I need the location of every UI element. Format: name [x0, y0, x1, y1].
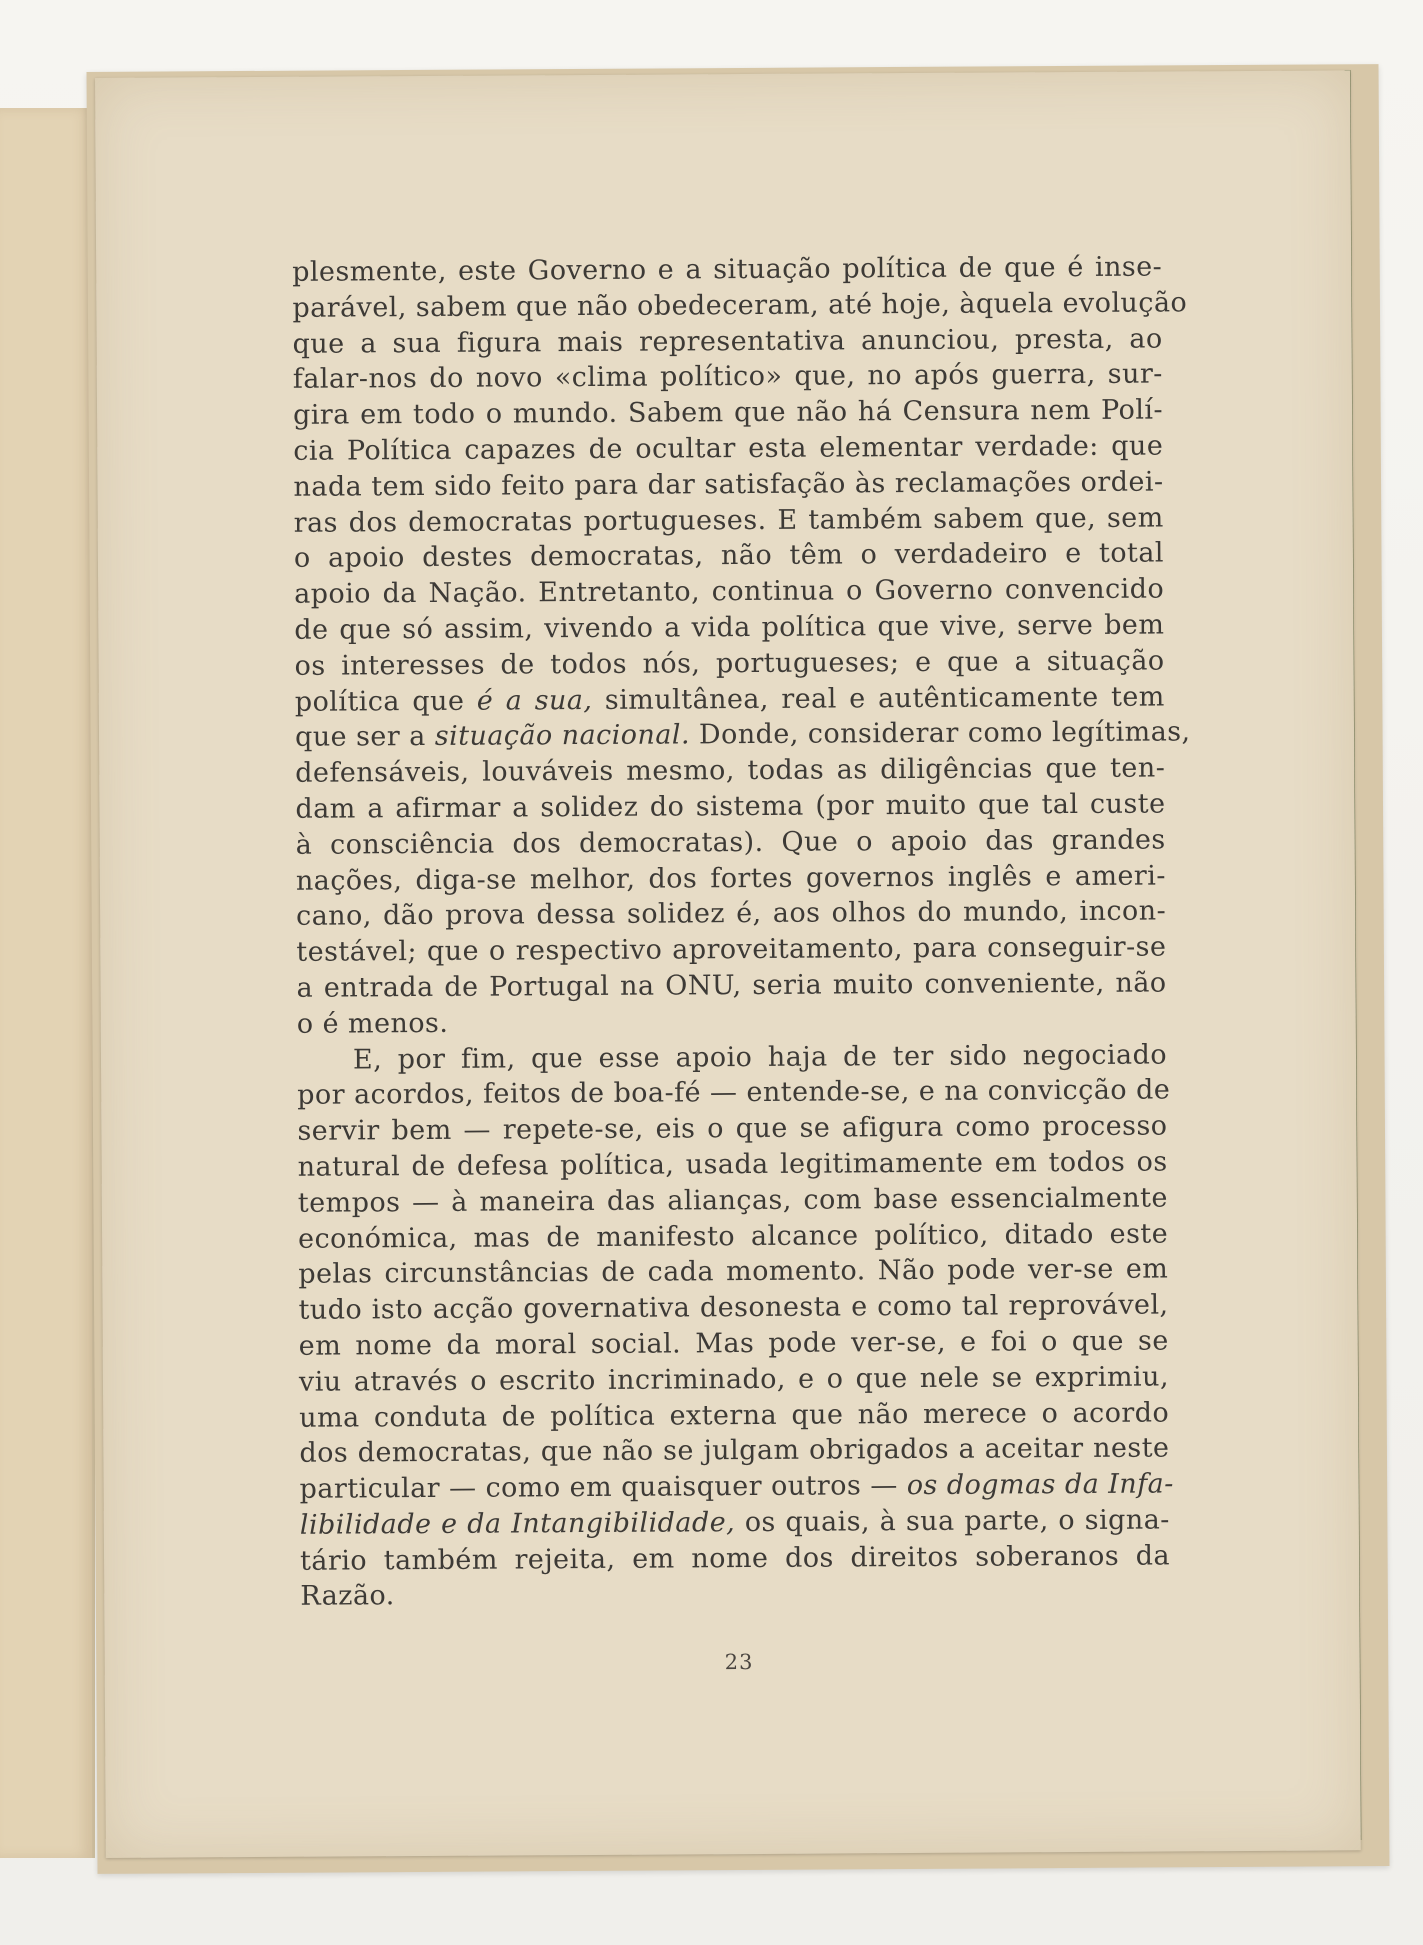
italic-phrase: libilidade e da Intangibilidade,: [299, 1507, 736, 1541]
text-line: o apoio destes democratas, não têm o verdadeiro e total: [293, 537, 1165, 575]
text-line: gira em todo o mundo. Sabem que não há Censura nem Polí-: [292, 394, 1164, 431]
text-line: plesmente, este Governo e a situação política de que é inse-: [292, 251, 1163, 288]
text-line: tário também rejeita, em nome dos direitos soberanos da: [299, 1540, 1171, 1577]
text-line: servir bem — repete-se, eis o que se afigura como processo: [297, 1110, 1168, 1147]
text-line: o é menos.: [296, 1007, 449, 1040]
text-line: [295, 679, 1165, 720]
text-line: a entrada de Portugal na ONU, seria muito conveniente, não: [296, 967, 1167, 1004]
text-line: dam a afirmar a solidez do sistema (por muito que tal custe: [295, 788, 1166, 825]
text-line: natural de defesa política, usada legitimamente em todos os: [297, 1146, 1168, 1183]
left-facing-page: [0, 108, 95, 1858]
text-line: falar-nos do novo «clima político» que, no após guerra, sur-: [292, 358, 1163, 396]
text-line: cano, dão prova dessa solidez é, aos olhos do mundo, incon-: [296, 895, 1167, 933]
text-line: uma conduta de política externa que não merece o acordo: [299, 1396, 1170, 1434]
paragraph-1: [292, 249, 1191, 1042]
text-line: apoio da Nação. Entretanto, continua o Governo convencido: [294, 573, 1165, 610]
text-line: [300, 1502, 1170, 1543]
text-line: tempos — à maneira das alianças, com base essencialmente: [297, 1182, 1168, 1219]
line-segment: os quais, à sua parte, o signa-: [735, 1504, 1170, 1539]
text-line: Razão.: [300, 1580, 395, 1613]
line-segment: Donde, considerar como legítimas,: [689, 716, 1191, 751]
paragraph-2: [297, 1037, 1174, 1615]
text-line: cia Política capazes de ocultar esta elementar verdade: que: [293, 430, 1164, 467]
body-text: [292, 249, 1191, 1615]
text-line: testável; que o respectivo aproveitamento, para conseguir-se: [296, 931, 1167, 968]
line-segment: simultânea, real e autênticamente tem: [592, 681, 1165, 716]
line-segment: que ser a: [294, 721, 435, 754]
document-page: [95, 70, 1361, 1858]
text-line: os interesses de todos nós, portugueses; e que a situação: [294, 645, 1165, 682]
text-line: viu através o escrito incriminado, e o que nele se exprimiu,: [298, 1361, 1170, 1398]
line-segment: particular — como em quaisquer outros —: [299, 1470, 907, 1505]
text-line: que a sua figura mais representativa anunciou, presta, ao: [292, 323, 1163, 360]
text-line: [299, 1467, 1174, 1508]
text-line: de que só assim, vivendo a vida política que vive, serve bem: [294, 609, 1165, 646]
text-line: por acordos, feitos de boa-fé — entende-se, e na convicção de: [297, 1074, 1171, 1112]
text-line: económica, mas de manifesto alcance político, ditado este: [297, 1217, 1169, 1255]
text-line: ras dos democratas portugueses. E também sabem que, sem: [293, 502, 1164, 539]
text-line: parável, sabem que não obedeceram, até hoje, àquela evolução: [292, 287, 1188, 324]
text-line: [294, 715, 1191, 756]
text-line: tudo isto acção governativa desonesta e como tal reprovável,: [298, 1289, 1169, 1326]
text-line: nações, diga-se melhor, dos fortes governos inglês e ameri-: [295, 860, 1166, 897]
text-line: E, por fim, que esse apoio haja de ter sido negociado: [352, 1039, 1168, 1075]
text-line: pelas circunstâncias de cada momento. Não pode ver-se em: [298, 1253, 1169, 1291]
page-number: 23: [724, 1650, 754, 1675]
text-line: à consciência dos democratas). Que o apoio das grandes: [295, 824, 1166, 861]
italic-phrase: situação nacional.: [434, 719, 691, 753]
italic-phrase: é a sua,: [476, 684, 593, 717]
text-line: dos democratas, que não se julgam obrigados a aceitar neste: [299, 1432, 1170, 1470]
line-segment: política que: [294, 685, 477, 718]
italic-phrase: os dogmas da Infa-: [906, 1468, 1174, 1502]
text-line: em nome da moral social. Mas pode ver-se, e foi o que se: [298, 1325, 1169, 1362]
text-line: nada tem sido feito para dar satisfação às reclamações ordei-: [293, 466, 1164, 503]
text-line: defensáveis, louváveis mesmo, todas as diligências que ten-: [295, 752, 1166, 789]
